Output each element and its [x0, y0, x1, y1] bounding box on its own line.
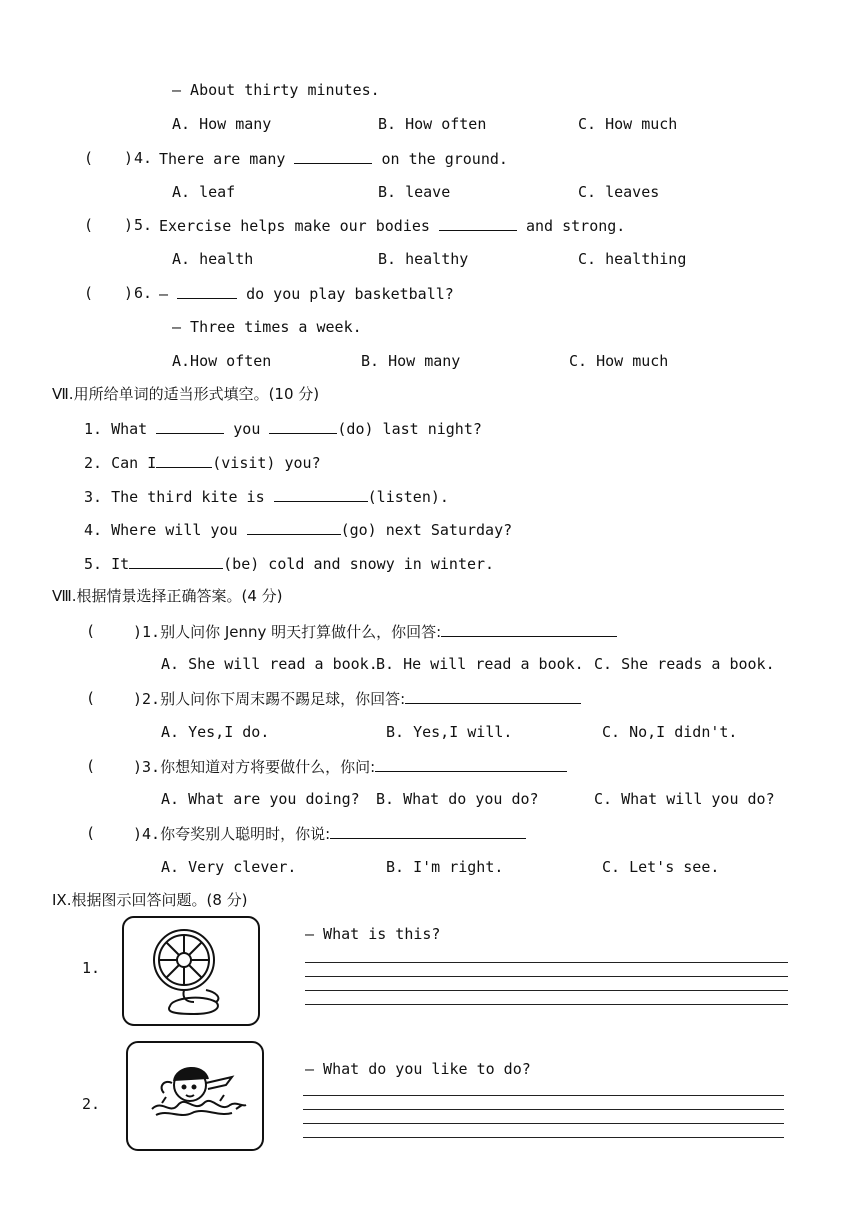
- q4-number: 4.: [134, 149, 153, 167]
- s9-1-answer-line-3[interactable]: [305, 990, 788, 991]
- s9-2-answer-line-4[interactable]: [303, 1137, 784, 1138]
- q6-blank[interactable]: [177, 284, 237, 299]
- q3-option-b: B. How often: [378, 115, 487, 133]
- s8-3-option-b: B. What do you do?: [376, 790, 539, 808]
- s8-4-prompt-line: [133, 824, 526, 843]
- section-9-title: IX.根据图示回答问题。(8 分): [52, 891, 248, 909]
- q4-blank[interactable]: [294, 149, 372, 164]
- s9-1-answer-line-1[interactable]: [305, 962, 788, 963]
- q4-option-c: C. leaves: [578, 183, 660, 201]
- q3-answer: — About thirty minutes.: [172, 81, 380, 99]
- s9-1-answer-line-2[interactable]: [305, 976, 788, 977]
- s7-item-1: [84, 419, 482, 438]
- section-7-title: Ⅶ.用所给单词的适当形式填空。(10 分): [52, 385, 320, 403]
- s7-item-5: [84, 554, 494, 573]
- s8-1-prompt: 别人问你 Jenny 明天打算做什么，你回答:: [160, 623, 442, 641]
- s8-2-option-c: C. No,I didn't.: [602, 723, 738, 741]
- s8-2-paren-open: (: [86, 689, 96, 707]
- s9-2-answer-line-1[interactable]: [303, 1095, 784, 1096]
- s7-3-number: 3.: [84, 488, 103, 506]
- q4-text-a: There are many: [159, 150, 286, 168]
- s8-2-answer-line[interactable]: [405, 689, 581, 704]
- s8-4-number: 4.: [142, 825, 161, 843]
- girl-swimming-icon: [128, 1043, 262, 1149]
- q6-stem: [159, 284, 454, 303]
- q6-number: 6.: [134, 284, 153, 302]
- s8-1-paren-open: (: [86, 622, 96, 640]
- q5-text-a: Exercise helps make our bodies: [159, 217, 430, 235]
- s8-4-prompt: 你夸奖别人聪明时，你说:: [160, 825, 331, 843]
- q3-option-c: C. How much: [578, 115, 678, 133]
- s7-1-text-a: What: [111, 420, 148, 438]
- s8-2-option-b: B. Yes,I will.: [386, 723, 513, 741]
- s9-2-answer-line-3[interactable]: [303, 1123, 784, 1124]
- s8-4-paren-close: ): [133, 825, 143, 843]
- s7-2-text-a: Can I: [111, 454, 157, 472]
- s7-4-number: 4.: [84, 521, 103, 539]
- s7-3-text-c: (listen).: [367, 488, 449, 506]
- s8-2-prompt-line: [133, 689, 581, 708]
- s7-1-blank-1[interactable]: [156, 419, 224, 434]
- q5-number: 5.: [134, 216, 153, 234]
- q5-option-c: C. healthing: [578, 250, 687, 268]
- s7-item-2: [84, 453, 321, 472]
- s8-4-option-a: A. Very clever.: [161, 858, 297, 876]
- q3-option-a: A. How many: [172, 115, 272, 133]
- s7-2-text-c: (visit) you?: [212, 454, 321, 472]
- s8-2-prompt: 别人问你下周末踢不踢足球，你回答:: [160, 690, 406, 708]
- s8-1-option-a: A. She will read a book.: [161, 655, 378, 673]
- s7-item-4: [84, 520, 512, 539]
- s8-1-paren-close: ): [133, 623, 143, 641]
- s8-3-number: 3.: [142, 758, 161, 776]
- q4-stem: [159, 149, 508, 168]
- electric-fan-icon: [124, 918, 258, 1024]
- s8-1-prompt-line: [133, 622, 617, 641]
- s9-2-number: 2.: [82, 1095, 101, 1113]
- s7-1-text-b: you: [233, 420, 261, 438]
- s8-1-answer-line[interactable]: [441, 622, 617, 637]
- s8-3-prompt-line: [133, 757, 567, 776]
- s7-4-text-c: (go) next Saturday?: [340, 521, 513, 539]
- s8-2-option-a: A. Yes,I do.: [161, 723, 270, 741]
- q4-paren-open: (: [84, 149, 94, 167]
- s7-2-blank[interactable]: [156, 453, 212, 468]
- s8-2-paren-close: ): [133, 690, 143, 708]
- s7-3-blank[interactable]: [274, 487, 368, 502]
- s8-1-number: 1.: [142, 623, 161, 641]
- q6-text-b: do you play basketball?: [246, 285, 454, 303]
- s7-1-text-c: (do) last night?: [337, 420, 482, 438]
- q4-option-a: A. leaf: [172, 183, 236, 201]
- s8-4-option-b: B. I'm right.: [386, 858, 504, 876]
- s9-1-picture-fan: [122, 916, 260, 1026]
- s9-2-picture-swimming: [126, 1041, 264, 1151]
- section-8-title: Ⅷ.根据情景选择正确答案。(4 分): [52, 587, 283, 605]
- s8-3-option-a: A. What are you doing?: [161, 790, 360, 808]
- s7-5-text-a: It: [111, 555, 130, 573]
- s7-5-blank[interactable]: [129, 554, 223, 569]
- s9-1-answer-line-4[interactable]: [305, 1004, 788, 1005]
- s8-3-paren-open: (: [86, 757, 96, 775]
- q5-text-b: and strong.: [526, 217, 626, 235]
- q4-paren-close: ): [124, 149, 134, 167]
- s8-4-answer-line[interactable]: [330, 824, 526, 839]
- q4-option-b: B. leave: [378, 183, 451, 201]
- s7-5-text-c: (be) cold and snowy in winter.: [223, 555, 495, 573]
- q5-paren-close: ): [124, 216, 134, 234]
- q6-option-c: C. How much: [569, 352, 669, 370]
- s8-1-option-b: B. He will read a book.: [376, 655, 584, 673]
- q6-dash: —: [159, 285, 169, 303]
- s7-3-text-a: The third kite is: [111, 488, 265, 506]
- s7-2-number: 2.: [84, 454, 103, 472]
- q6-answer: — Three times a week.: [172, 318, 362, 336]
- s8-4-paren-open: (: [86, 824, 96, 842]
- q5-stem: [159, 216, 625, 235]
- s9-2-question: — What do you like to do?: [305, 1060, 531, 1078]
- s9-1-number: 1.: [82, 959, 101, 977]
- q6-option-b: B. How many: [361, 352, 461, 370]
- s8-1-option-c: C. She reads a book.: [594, 655, 775, 673]
- q6-option-a: A.How often: [172, 352, 272, 370]
- s7-1-number: 1.: [84, 420, 103, 438]
- q5-blank[interactable]: [439, 216, 517, 231]
- s7-item-3: [84, 487, 449, 506]
- q5-option-a: A. health: [172, 250, 254, 268]
- s8-3-answer-line[interactable]: [375, 757, 567, 772]
- s8-3-paren-close: ): [133, 758, 143, 776]
- s7-4-blank[interactable]: [247, 520, 341, 535]
- s9-2-answer-line-2[interactable]: [303, 1109, 784, 1110]
- s8-4-option-c: C. Let's see.: [602, 858, 720, 876]
- q5-option-b: B. healthy: [378, 250, 469, 268]
- q4-text-b: on the ground.: [381, 150, 508, 168]
- q6-paren-open: (: [84, 284, 94, 302]
- s8-3-prompt: 你想知道对方将要做什么，你问:: [160, 758, 376, 776]
- s7-4-text-a: Where will you: [111, 521, 238, 539]
- s7-1-blank-2[interactable]: [269, 419, 337, 434]
- s9-1-question: — What is this?: [305, 925, 441, 943]
- s7-5-number: 5.: [84, 555, 103, 573]
- s8-3-option-c: C. What will you do?: [594, 790, 775, 808]
- q5-paren-open: (: [84, 216, 94, 234]
- s8-2-number: 2.: [142, 690, 161, 708]
- q6-paren-close: ): [124, 284, 134, 302]
